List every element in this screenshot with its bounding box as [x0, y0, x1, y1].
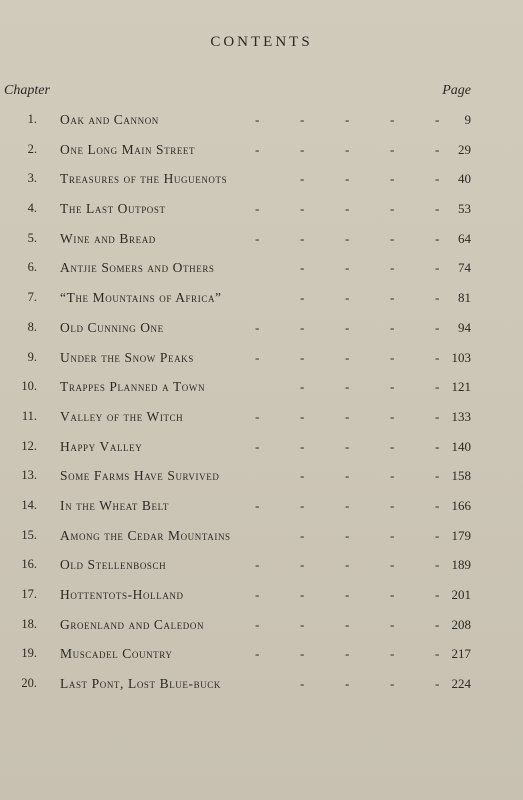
leader-dash: - [390, 141, 395, 157]
leader-dash: - [390, 408, 395, 424]
toc-entry [0, 373, 523, 403]
leader-dash: - [255, 141, 260, 157]
leader-dash: - [300, 141, 305, 157]
chapter-number: 4. [27, 201, 37, 216]
leader-dash: - [435, 468, 440, 484]
leader-dash: - [435, 408, 440, 424]
chapter-number: 5. [27, 230, 37, 245]
toc-entry [0, 462, 523, 492]
chapter-number: 1. [27, 112, 37, 126]
chapter-number: 20. [21, 676, 37, 691]
leader-dash: - [300, 379, 305, 395]
leader-dash: - [345, 557, 350, 573]
chapter-title: Trappes Planned a Town [60, 379, 206, 395]
chapter-title: Hottentots-Holland [60, 587, 184, 602]
page-number: 166 [451, 497, 471, 513]
chapter-number: 3. [27, 171, 37, 186]
leader-dash: - [345, 230, 350, 246]
leader-dash: - [435, 112, 440, 127]
chapter-title: Groenland and Caledon [60, 616, 205, 632]
toc-entry [0, 225, 523, 255]
chapter-title: Valley of the Witch [60, 408, 184, 424]
leader-dash: - [300, 408, 305, 424]
leader-dash: - [300, 587, 305, 602]
leader-dash: - [300, 646, 305, 662]
leader-dash: - [345, 497, 350, 513]
page-number: 208 [451, 616, 471, 632]
chapter-number: 16. [21, 557, 37, 572]
toc-entry [0, 611, 523, 641]
page-number: 224 [451, 676, 471, 692]
leader-dash: - [435, 497, 440, 513]
leader-dash: - [255, 112, 260, 127]
leader-dash: - [435, 587, 440, 602]
toc-entry [0, 344, 523, 374]
leader-dash: - [390, 379, 395, 395]
leader-dash: - [255, 557, 260, 573]
leader-dash: - [390, 112, 395, 127]
page-number: 103 [451, 349, 471, 365]
leader-dash: - [300, 290, 305, 306]
chapter-column-label: Chapter [4, 83, 50, 98]
leader-dash: - [435, 379, 440, 395]
leader-dash: - [390, 230, 395, 246]
leader-dash: - [390, 171, 395, 187]
page-number: 189 [451, 557, 471, 573]
chapter-title: “The Mountains of Africa” [60, 290, 222, 306]
leader-dash: - [390, 676, 395, 692]
page-number: 94 [458, 319, 471, 335]
contents-heading: CONTENTS [210, 34, 313, 50]
leader-dash: - [255, 408, 260, 424]
toc-entry [0, 106, 523, 136]
leader-dash: - [255, 497, 260, 513]
leader-dash: - [345, 112, 350, 127]
chapter-title: Old Stellenbosch [60, 557, 167, 573]
chapter-title: The Last Outpost [60, 201, 166, 217]
toc-entry [0, 254, 523, 284]
chapter-title: Treasures of the Huguenots [60, 171, 228, 187]
leader-dash: - [300, 676, 305, 692]
leader-dash: - [255, 646, 260, 662]
leader-dash: - [345, 171, 350, 187]
leader-dash: - [345, 349, 350, 365]
toc-entry [0, 670, 523, 700]
chapter-number: 15. [21, 527, 37, 542]
leader-dash: - [300, 112, 305, 127]
leader-dash: - [390, 616, 395, 632]
chapter-number: 9. [27, 349, 37, 364]
toc-entry [0, 403, 523, 433]
toc-entry [0, 551, 523, 581]
chapter-title: One Long Main Street [60, 141, 196, 157]
toc-entry [0, 314, 523, 344]
leader-dash: - [435, 260, 440, 276]
chapter-title: Under the Snow Peaks [60, 349, 194, 365]
leader-dash: - [435, 171, 440, 187]
chapter-title: Some Farms Have Survived [60, 468, 220, 484]
leader-dash: - [390, 497, 395, 513]
leader-dash: - [255, 616, 260, 632]
chapter-title: Among the Cedar Mountains [60, 527, 231, 543]
leader-dash: - [345, 408, 350, 424]
leader-dash: - [345, 438, 350, 454]
toc-entry [0, 136, 523, 166]
leader-dash: - [390, 349, 395, 365]
leader-dash: - [300, 527, 305, 543]
toc-entry [0, 195, 523, 225]
leader-dash: - [255, 201, 260, 217]
leader-dash: - [390, 290, 395, 306]
leader-dash: - [345, 646, 350, 662]
chapter-number: 11. [21, 408, 37, 423]
leader-dash: - [345, 319, 350, 335]
leader-dash: - [345, 676, 350, 692]
leader-dash: - [390, 646, 395, 662]
leader-dash: - [345, 141, 350, 157]
page-column-label: Page [442, 83, 471, 98]
leader-dash: - [390, 527, 395, 543]
leader-dash: - [390, 557, 395, 573]
leader-dash: - [300, 497, 305, 513]
chapter-title: Happy Valley [60, 438, 143, 454]
toc-entry [0, 640, 523, 670]
chapter-number: 18. [21, 616, 37, 631]
leader-dash: - [255, 319, 260, 335]
leader-dash: - [300, 171, 305, 187]
chapter-title: Old Cunning One [60, 319, 164, 335]
page-number: 140 [451, 438, 471, 454]
leader-dash: - [255, 587, 260, 602]
page-number: 29 [458, 141, 471, 157]
leader-dash: - [300, 260, 305, 276]
page-number: 201 [451, 587, 471, 602]
page-number: 74 [458, 260, 471, 276]
leader-dash: - [300, 557, 305, 573]
leader-dash: - [435, 646, 440, 662]
table-of-contents [0, 106, 523, 700]
leader-dash: - [345, 468, 350, 484]
leader-dash: - [300, 468, 305, 484]
leader-dash: - [255, 349, 260, 365]
chapter-number: 17. [21, 587, 37, 601]
leader-dash: - [255, 438, 260, 454]
chapter-number: 13. [21, 468, 37, 483]
page-number: 217 [451, 646, 471, 662]
chapter-title: Wine and Bread [60, 230, 156, 246]
page-number: 53 [458, 201, 471, 217]
leader-dash: - [435, 527, 440, 543]
toc-entry [0, 581, 523, 611]
leader-dash: - [390, 438, 395, 454]
page-number: 81 [458, 290, 471, 306]
chapter-number: 10. [21, 379, 37, 394]
chapter-title: Oak and Cannon [60, 112, 159, 127]
leader-dash: - [300, 349, 305, 365]
leader-dash: - [345, 616, 350, 632]
chapter-title: Last Pont, Lost Blue-buck [60, 676, 222, 692]
leader-dash: - [390, 468, 395, 484]
chapter-title: Muscadel Country [60, 646, 173, 662]
chapter-number: 14. [21, 497, 37, 512]
leader-dash: - [345, 260, 350, 276]
toc-entry [0, 165, 523, 195]
toc-entry [0, 433, 523, 463]
page-number: 64 [458, 230, 471, 246]
leader-dash: - [435, 676, 440, 692]
chapter-title: Antjie Somers and Others [60, 260, 215, 276]
leader-dash: - [345, 290, 350, 306]
leader-dash: - [435, 290, 440, 306]
chapter-number: 6. [27, 260, 37, 275]
chapter-title: In the Wheat Belt [60, 497, 169, 513]
leader-dash: - [345, 379, 350, 395]
leader-dash: - [390, 201, 395, 217]
chapter-number: 12. [21, 438, 37, 453]
leader-dash: - [345, 527, 350, 543]
leader-dash: - [435, 557, 440, 573]
leader-dash: - [300, 201, 305, 217]
chapter-number: 19. [21, 646, 37, 661]
chapter-number: 7. [27, 290, 37, 305]
leader-dash: - [435, 230, 440, 246]
chapter-number: 2. [27, 141, 37, 156]
leader-dash: - [255, 230, 260, 246]
leader-dash: - [435, 141, 440, 157]
page-number: 121 [451, 379, 471, 395]
toc-entry [0, 522, 523, 552]
leader-dash: - [390, 319, 395, 335]
leader-dash: - [390, 260, 395, 276]
leader-dash: - [390, 587, 395, 602]
leader-dash: - [435, 349, 440, 365]
leader-dash: - [300, 438, 305, 454]
page-number: 179 [451, 527, 471, 543]
leader-dash: - [435, 438, 440, 454]
leader-dash: - [345, 587, 350, 602]
toc-entry [0, 492, 523, 522]
leader-dash: - [300, 319, 305, 335]
page-number: 40 [458, 171, 471, 187]
leader-dash: - [345, 201, 350, 217]
page-number: 9 [464, 112, 471, 127]
leader-dash: - [435, 616, 440, 632]
leader-dash: - [435, 201, 440, 217]
leader-dash: - [435, 319, 440, 335]
page-number: 158 [451, 468, 471, 484]
leader-dash: - [300, 616, 305, 632]
page-number: 133 [451, 408, 471, 424]
chapter-number: 8. [27, 319, 37, 334]
toc-entry [0, 284, 523, 314]
leader-dash: - [300, 230, 305, 246]
